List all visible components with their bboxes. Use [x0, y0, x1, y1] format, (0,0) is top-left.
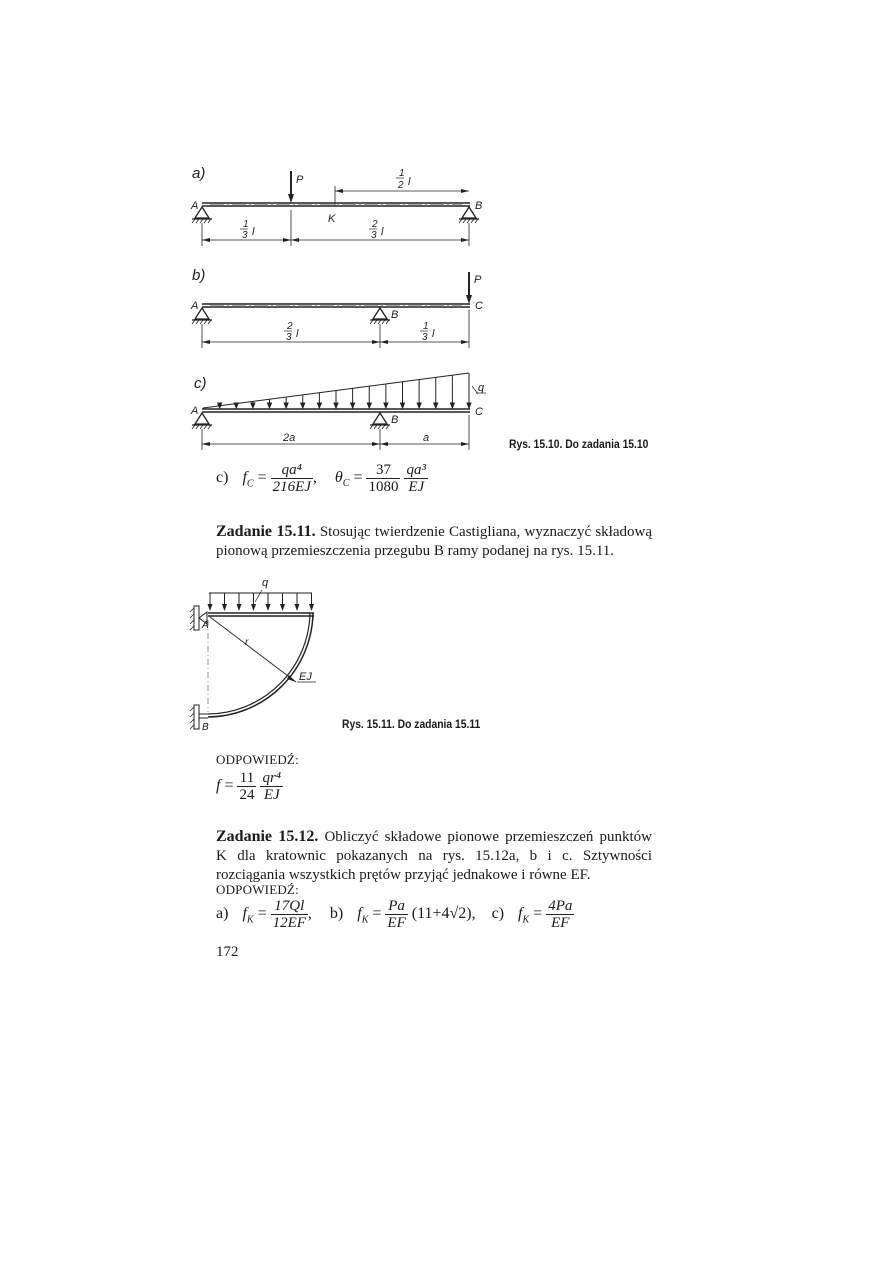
svg-text:q: q: [478, 382, 485, 394]
svg-text:l: l: [296, 328, 299, 340]
answer-15-12: a) $f_K$ = $\frac{17Ql}{12EF}$ , b) $f_K$ = $\frac{Pa}{EF}$ (11+4√2), c) $f_K$ = $\frac{4Pa}{EF}$: [216, 898, 573, 931]
fig-a-P: P: [296, 174, 304, 186]
svg-text:B: B: [391, 414, 399, 426]
svg-text:1: 1: [399, 168, 405, 179]
svg-text:l: l: [252, 226, 255, 238]
svg-text:A: A: [191, 300, 199, 312]
svg-text:1: 1: [243, 219, 249, 230]
answer-heading-15-11: ODPOWIEDŹ:: [216, 752, 299, 767]
svg-text:P: P: [474, 274, 482, 286]
svg-text:B: B: [202, 722, 209, 733]
svg-text:a: a: [423, 432, 430, 444]
svg-text:A: A: [191, 405, 199, 417]
page-number: 172: [216, 944, 239, 960]
svg-text:r: r: [245, 637, 249, 648]
svg-text:2: 2: [372, 219, 378, 230]
svg-text:3: 3: [286, 332, 292, 343]
svg-text:q: q: [262, 577, 269, 589]
caption-fig-15-10: Rys. 15.10. Do zadania 15.10: [509, 437, 649, 451]
svg-text:C: C: [475, 300, 483, 312]
svg-text:l: l: [432, 328, 435, 340]
svg-text:3: 3: [422, 332, 428, 343]
fig-a-B: B: [475, 200, 483, 212]
svg-text:A: A: [202, 620, 209, 631]
task-15-12: Zadanie 15.12. Obliczyć składowe pionowe przemieszczeń punktów K dla kratownic pokazanych na rys. 15.12a, b i c. Sztywności rozciągania wszystkich prętów przyjąć jednakowe i równe EF.: [216, 828, 653, 883]
svg-text:l: l: [381, 226, 384, 238]
answer-heading-15-12: ODPOWIEDŹ:: [216, 882, 299, 897]
fig-b-label: b): [192, 267, 206, 284]
svg-text:2: 2: [287, 321, 293, 332]
answer-15-10c: c) $f_C$ = $\frac{\text{qa⁴}}{216EJ}$ , $\theta_C$ = $\frac{37}{1080}$ $\frac{\text{qa³}}{EJ}$: [216, 462, 426, 495]
fig-a-label: a): [192, 165, 206, 182]
caption-fig-15-11: Rys. 15.11. Do zadania 15.11: [342, 717, 481, 731]
svg-text:EJ: EJ: [299, 671, 312, 683]
svg-text:B: B: [391, 309, 399, 321]
fig-a-A: A: [191, 200, 199, 212]
svg-text:3: 3: [371, 230, 377, 241]
fig-a-K: K: [328, 213, 336, 225]
fig-c-label: c): [194, 375, 207, 392]
answer-15-11: f = $\frac{11}{24}$ $\frac{\text{qr⁴}}{EJ}$: [216, 770, 282, 803]
task-15-11: Zadanie 15.11. Stosując twierdzenie Castigliana, wyznaczyć składową pionową przemieszczenia przegubu B ramy podanej na rys. 15.11.: [216, 523, 652, 559]
svg-text:l: l: [408, 176, 411, 188]
svg-text:2a: 2a: [283, 432, 296, 444]
svg-text:2: 2: [398, 180, 404, 191]
svg-text:3: 3: [242, 230, 248, 241]
svg-text:1: 1: [423, 321, 429, 332]
svg-text:C: C: [475, 406, 483, 418]
